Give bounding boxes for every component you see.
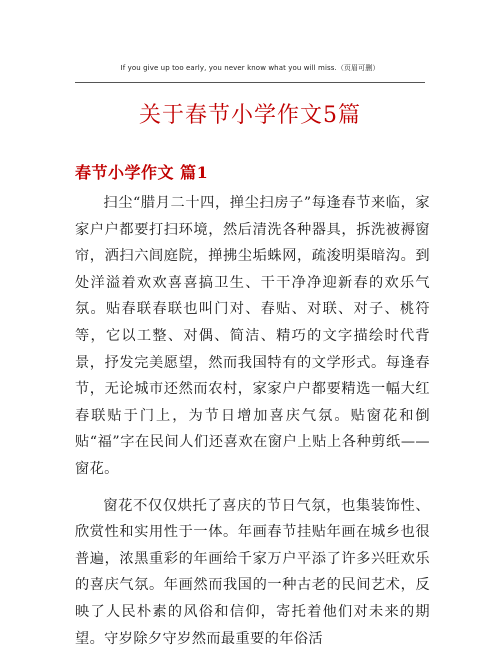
page-header-note: If you give up too early, you never know what you will miss.（页眉可删） bbox=[120, 64, 380, 72]
section-title: 春节小学作文 篇1 bbox=[75, 163, 209, 182]
document-title: 关于春节小学作文5篇 bbox=[139, 103, 361, 128]
document-body bbox=[75, 190, 430, 652]
header-divider bbox=[75, 82, 425, 83]
paragraph-2: 窗花不仅仅烘托了喜庆的节日气氛，也集装饰性、欣赏性和实用性于一体。年画春节挂贴年画在城乡也很普遍，浓黑重彩的年画给千家万户平添了许多兴旺欢乐的喜庆气氛。年画然而我国的一种古老的民间艺术，反映了人民朴素的风俗和信仰，寄托着他们对未来的期望。守岁除夕守岁然而最重要的年俗活 bbox=[75, 497, 430, 647]
paragraph-1: 扫尘“腊月二十四，掸尘扫房子”每逢春节来临，家家户户都要打扫环境，然后清洗各种器具，拆洗被褥窗帘，洒扫六闾庭院，掸拂尘垢蛛网，疏浚明渠暗沟。到处洋溢着欢欢喜喜搞卫生、干干净净迎新春的欢乐气氛。贴春联春联也叫门对、春贴、对联、对子、桃符等，它以工整、对偶、简洁、精巧的文字描绘时代背景，抒发完美愿望，然而我国特有的文学形式。每逢春节，无论城市还然而农村，家家户户都要精选一幅大红春联贴于门上，为节日增加喜庆气氛。贴窗花和倒贴“福”字在民间人们还喜欢在窗户上贴上各种剪纸——窗花。 bbox=[75, 195, 430, 477]
